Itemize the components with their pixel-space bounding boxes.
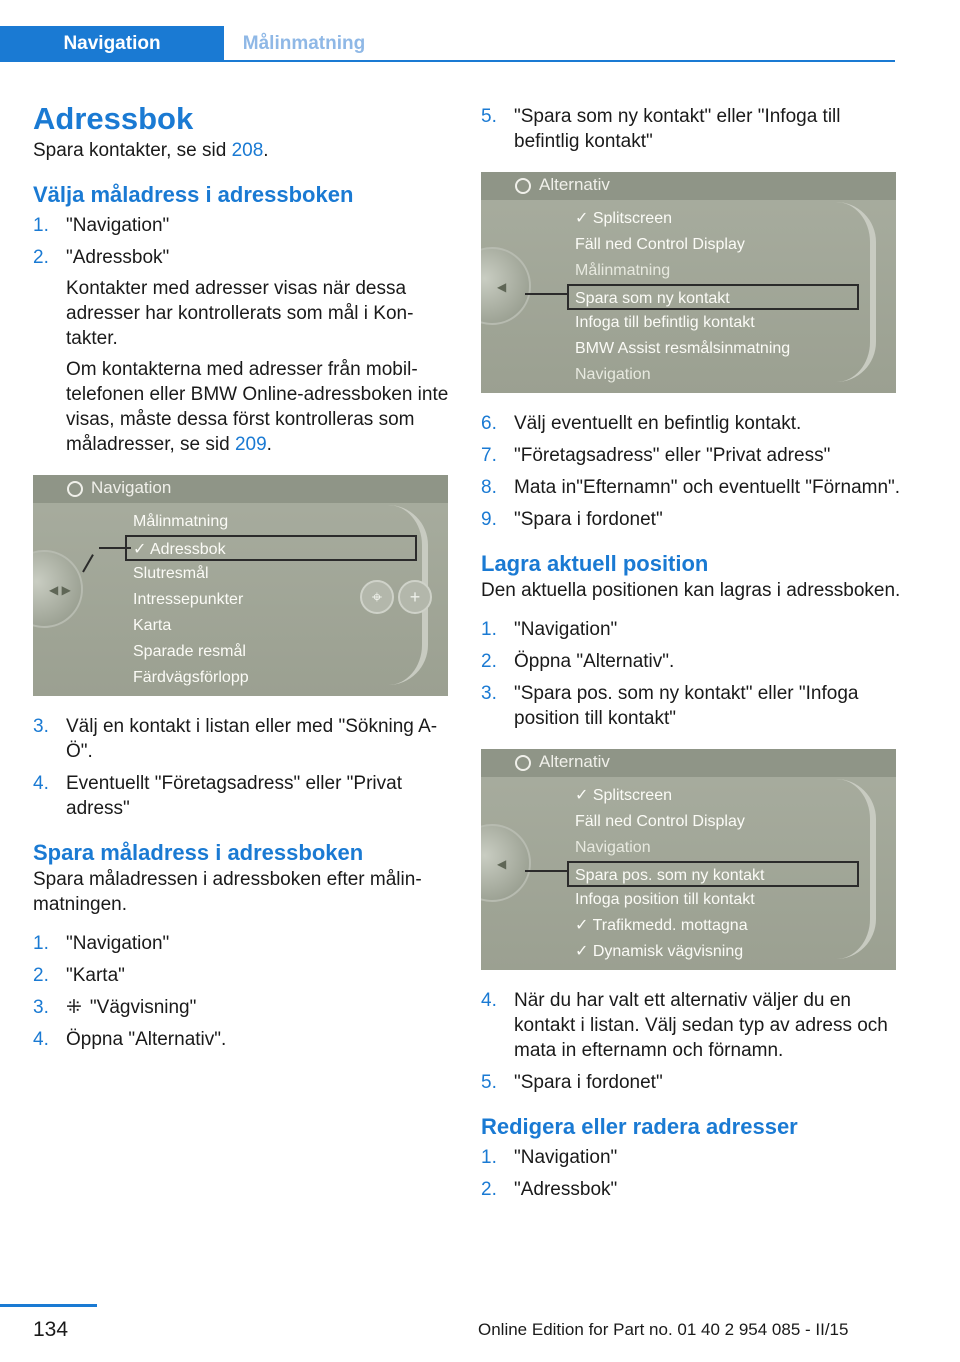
- arrow-icon: ◀ ▶: [49, 583, 71, 597]
- navigation-icon: [67, 481, 83, 497]
- list-item: 4. Öppna "Alternativ".: [33, 1029, 227, 1050]
- options-icon: [515, 178, 531, 194]
- menu-item: Fäll ned Control Display: [575, 813, 745, 830]
- menu-item: Fäll ned Control Display: [575, 236, 745, 253]
- list-item: 2. Öppna "Alternativ".: [481, 651, 675, 672]
- list-item: 7. "Företagsadress" eller "Privat adress": [481, 445, 831, 466]
- steps-list-lagra-b: [481, 988, 901, 1095]
- section-title-valja: Välja måladress i adressboken: [33, 182, 354, 207]
- menu-item: BMW Assist resmålsinmatning: [575, 340, 791, 357]
- page-number: 134: [33, 1318, 69, 1341]
- section-title-spara: Spara måladress i adressboken: [33, 840, 364, 865]
- screenshot-alternativ-menu: [481, 172, 896, 393]
- menu-item: Målinmatning: [133, 513, 229, 530]
- page-header: [0, 0, 895, 62]
- section-title-lagra: Lagra aktuell position: [481, 551, 709, 576]
- section-intro: Spara måladressen i adressboken efter målinmatningen.: [33, 869, 422, 915]
- menu-item-selected: ✓ Adressbok: [125, 535, 417, 561]
- list-item: 4. När du har valt ett alternativ väljer du en kontakt i listan. Välj sedan typ av adress och mata in efternamn och förnamn.: [481, 990, 888, 1061]
- section-title-redigera: Redigera eller radera adresser: [481, 1114, 798, 1139]
- plus-icon: +: [398, 580, 432, 614]
- screen-menu: [575, 783, 859, 965]
- list-item: 3. Välj en kontakt i listan eller med "Sökning A-Ö".: [33, 716, 438, 762]
- menu-heading: Navigation: [575, 366, 651, 383]
- tab-malinmatning[interactable]: Målinmatning: [242, 33, 366, 54]
- steps-list-spara: [33, 931, 453, 1052]
- list-item: 3. ⁜ "Vägvisning": [33, 997, 197, 1018]
- screen-menu: [575, 206, 859, 388]
- route-guidance-icon: ⁜: [66, 997, 82, 1018]
- list-item: 2. "Adressbok" Kontakter med adresser visas när dessa adresser har kontrollerats som mål i Kontakter. Om kontakterna med adresser från mobiltelefonen eller BMW Online-adressboken inte visas, måste dessa först kontrolleras som måladresser, se sid 209.: [33, 245, 453, 457]
- list-item: 3. "Spara pos. som ny kontakt" eller "Infoga position till kontakt": [481, 683, 859, 729]
- steps-list-6-9: [481, 411, 901, 532]
- right-column: [481, 104, 901, 1209]
- step-note: Kontakter med adresser visas när dessa adresser har kontrollerats som mål i Kontakter.: [66, 278, 414, 349]
- screen-title: Navigation: [91, 478, 172, 497]
- steps-list-redigera: [481, 1145, 901, 1202]
- list-item: 8. Mata in"Efternamn" och eventuellt "Förnamn".: [481, 477, 901, 498]
- callout-line: [525, 870, 567, 872]
- steps-list-valja-b: [33, 714, 453, 821]
- list-item: 9. "Spara i fordonet": [481, 509, 663, 530]
- menu-item: ✓ Splitscreen: [575, 210, 672, 227]
- page-title: Adressbok: [33, 101, 194, 136]
- intro-text: Spara kontakter, se sid 208.: [33, 140, 269, 161]
- arrow-icon: ◀: [497, 280, 507, 294]
- menu-item: Sparade resmål: [133, 643, 246, 660]
- menu-item: Intressepunkter: [133, 591, 244, 608]
- menu-item: ✓ Trafikmedd. mottagna: [575, 917, 748, 934]
- footer-divider: [0, 1304, 97, 1307]
- menu-heading: Målinmatning: [575, 262, 671, 279]
- page-link-209[interactable]: 209: [234, 434, 267, 455]
- side-icons: [356, 580, 432, 614]
- list-item: 1. "Navigation": [481, 619, 618, 640]
- menu-item: Infoga position till kontakt: [575, 891, 755, 908]
- list-item: 2. "Karta": [33, 965, 125, 986]
- list-item: 1. "Navigation": [481, 1147, 618, 1168]
- screen-title: Alternativ: [539, 175, 610, 194]
- steps-list-valja: [33, 213, 453, 457]
- menu-item: ✓ Dynamisk vägvisning: [575, 943, 744, 960]
- list-item: 5. "Spara i fordonet": [481, 1072, 663, 1093]
- callout-line: [525, 293, 567, 295]
- screenshot-navigation-menu: [33, 475, 448, 696]
- list-item: 4. Eventuellt "Företagsadress" eller "Privat adress": [33, 773, 402, 819]
- screen-title: Alternativ: [539, 752, 610, 771]
- menu-item: Infoga till befintlig kontakt: [575, 314, 755, 331]
- menu-item: Färdvägsförlopp: [133, 669, 249, 686]
- map-icon: ⌖: [360, 580, 394, 614]
- step-note: Om kontakterna med adresser från mobiltelefonen eller BMW Online-adressboken inte visas, måste dessa först kontrolleras som måladresser, se sid 209.: [66, 359, 449, 455]
- menu-item: Karta: [133, 617, 172, 634]
- edition-text: Online Edition for Part no. 01 40 2 954 085 - II/15: [478, 1320, 849, 1339]
- list-item: 5. "Spara som ny kontakt" eller "Infoga till befintlig kontakt": [481, 106, 841, 152]
- menu-heading: Navigation: [575, 839, 651, 856]
- options-icon: [515, 755, 531, 771]
- header-divider: [0, 60, 895, 62]
- screenshot-alternativ-position: [481, 749, 896, 970]
- left-column: [33, 100, 453, 1059]
- tab-navigation[interactable]: Navigation: [0, 26, 224, 62]
- menu-item-selected: Spara som ny kontakt: [567, 284, 859, 310]
- callout-line: [82, 554, 94, 572]
- menu-item-selected: Spara pos. som ny kontakt: [567, 861, 859, 887]
- steps-list-step5: [481, 104, 901, 154]
- menu-item: Slutresmål: [133, 565, 209, 582]
- page-link-208[interactable]: 208: [231, 140, 264, 161]
- list-item: 1. "Navigation": [33, 933, 170, 954]
- list-item: 6. Välj eventuellt en befintlig kontakt.: [481, 413, 802, 434]
- list-item: 2. "Adressbok": [481, 1179, 618, 1200]
- section-intro: Den aktuella positionen kan lagras i adressboken.: [481, 580, 901, 601]
- list-item: 1. "Navigation": [33, 215, 170, 236]
- menu-item: ✓ Splitscreen: [575, 787, 672, 804]
- steps-list-lagra: [481, 617, 901, 731]
- arrow-icon: ◀: [497, 857, 507, 871]
